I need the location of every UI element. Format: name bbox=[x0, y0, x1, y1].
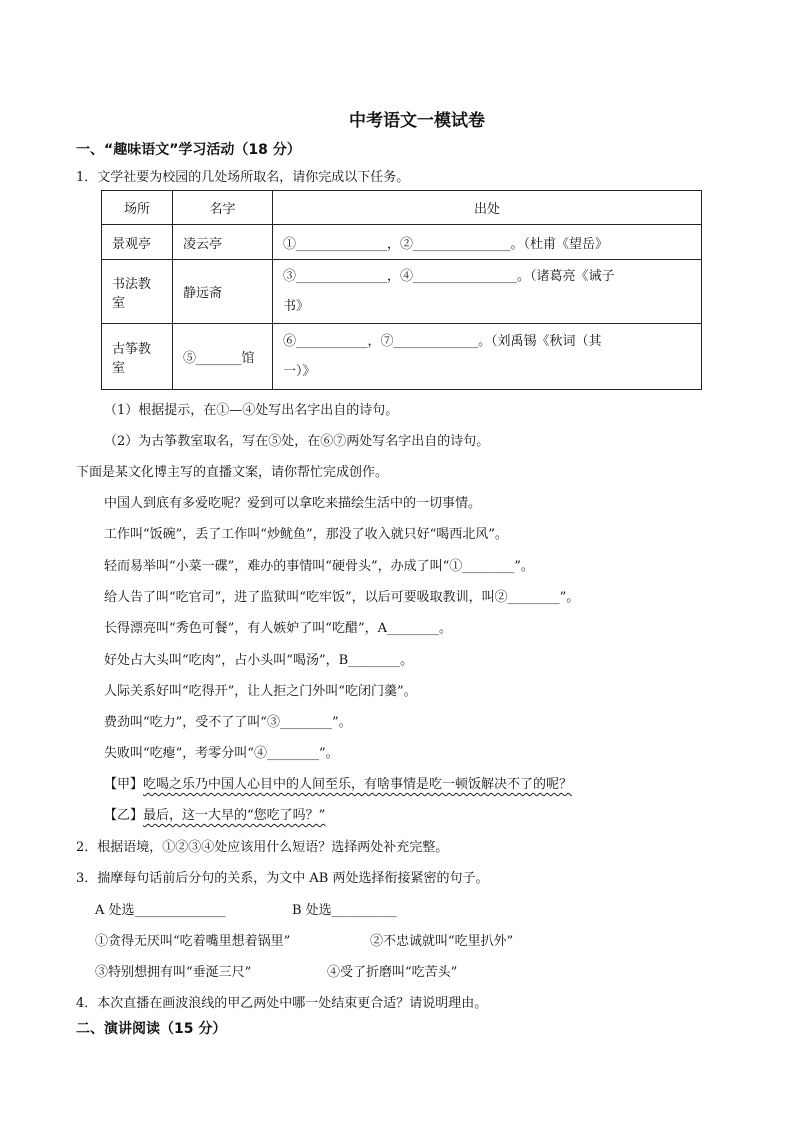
cell-name: 静远斋 bbox=[173, 260, 273, 324]
source-line: ①______________，②_______________。（杜甫《望岳》 bbox=[283, 236, 609, 252]
cell-place: 古筝教室 bbox=[102, 324, 173, 390]
cell-source bbox=[273, 324, 702, 390]
copy-line: 中国人到底有多爱吃呢？爱到可以拿吃来描绘生活中的一切事情。 bbox=[104, 496, 482, 511]
copy-line: 工作叫“饭碗”，丢了工作叫“炒鱿鱼”，那没了收入就只好“喝西北风”。 bbox=[104, 527, 508, 542]
question-2: 2．根据语境，①②③④处应该用什么短语？选择两处补充完整。 bbox=[76, 840, 449, 855]
jia-label: 【甲】 bbox=[104, 777, 144, 792]
passage-jia bbox=[104, 773, 572, 792]
copy-line: 人际关系好叫“吃得开”，让人拒之门外叫“吃闭门羹”。 bbox=[104, 684, 417, 699]
header-place: 场所 bbox=[102, 191, 173, 225]
option-2: ②不忠诚就叫“吃里扒外” bbox=[370, 934, 514, 949]
table-header-row bbox=[102, 191, 702, 225]
sub-question-2: （2）为古筝教室取名，写在⑤处，在⑥⑦两处写名字出自的诗句。 bbox=[104, 434, 490, 449]
copy-line: 给人告了叫“吃官司”，进了监狱叫“吃牢饭”，以后可要吸取教训，叫②________”。 bbox=[104, 590, 580, 605]
source-line: ③______________，④________________。（诸葛亮《诫子 bbox=[283, 268, 615, 284]
jia-text: 吃喝之乐乃中国人心目中的人间至乐，有啥事情是吃一顿饭解决不了的呢？ bbox=[143, 777, 573, 792]
source-line: 书》 bbox=[283, 298, 310, 314]
option-1: ①贪得无厌叫“吃着嘴里想着锅里” bbox=[95, 934, 291, 949]
header-name: 名字 bbox=[173, 191, 273, 225]
question-4: 4．本次直播在画波浪线的甲乙两处中哪一处结束更合适？请说明理由。 bbox=[76, 996, 488, 1011]
places-table bbox=[101, 190, 702, 390]
source-line: 一）》 bbox=[283, 363, 316, 379]
copy-line: 轻而易举叫“小菜一碟”，难办的事情叫“硬骨头”，办成了叫“①________”。 bbox=[104, 559, 534, 574]
a-choice: A 处选______________ bbox=[95, 903, 226, 918]
option-3: ③特别想拥有叫“垂涎三尺” bbox=[95, 965, 252, 980]
copy-line: 长得漂亮叫“秀色可餐”，有人嫉妒了叫“吃醋”，A________。 bbox=[104, 621, 452, 636]
copy-line: 费劲叫“吃力”，受不了了叫“③________”。 bbox=[104, 715, 352, 730]
yi-label: 【乙】 bbox=[104, 808, 144, 823]
question-3: 3．揣摩每句话前后分句的关系，为文中 AB 两处选择衔接紧密的句子。 bbox=[76, 871, 489, 886]
intro-text: 下面是某文化博主写的直播文案，请你帮忙完成创作。 bbox=[76, 465, 389, 480]
copy-line: 失败叫“吃瘪”，考零分叫“④________”。 bbox=[104, 746, 339, 761]
cell-place: 书法教室 bbox=[102, 260, 173, 324]
question-1: 1．文学社要为校园的几处场所取名，请你完成以下任务。 bbox=[76, 170, 410, 185]
b-choice: B 处选__________ bbox=[292, 903, 397, 918]
cell-source bbox=[273, 260, 702, 324]
section-2-heading: 二、演讲阅读（15 分） bbox=[76, 1021, 227, 1037]
cell-place: 景观亭 bbox=[102, 225, 173, 260]
option-4: ④受了折磨叫“吃苦头” bbox=[327, 965, 458, 980]
yi-text: 最后，这一大早的“您吃了吗？” bbox=[143, 808, 326, 823]
table-row bbox=[102, 324, 702, 390]
cell-name: ⑤_______馆 bbox=[173, 324, 273, 390]
page-title: 中考语文一模试卷 bbox=[349, 111, 485, 131]
passage-yi bbox=[104, 804, 325, 823]
cell-name: 凌云亭 bbox=[173, 225, 273, 260]
sub-question-1: （1）根据提示，在①—④处写出名字出自的诗句。 bbox=[104, 403, 399, 418]
source-line: ⑥___________，⑦_____________。（刘禹锡《秋词（其 bbox=[283, 333, 602, 349]
section-1-heading: 一、“趣味语文”学习活动（18 分） bbox=[76, 142, 301, 158]
table-row bbox=[102, 260, 702, 324]
header-source: 出处 bbox=[273, 191, 702, 225]
copy-line: 好处占大头叫“吃肉”，占小头叫“喝汤”，B________。 bbox=[104, 653, 414, 668]
cell-source bbox=[273, 225, 702, 260]
table-row bbox=[102, 225, 702, 260]
